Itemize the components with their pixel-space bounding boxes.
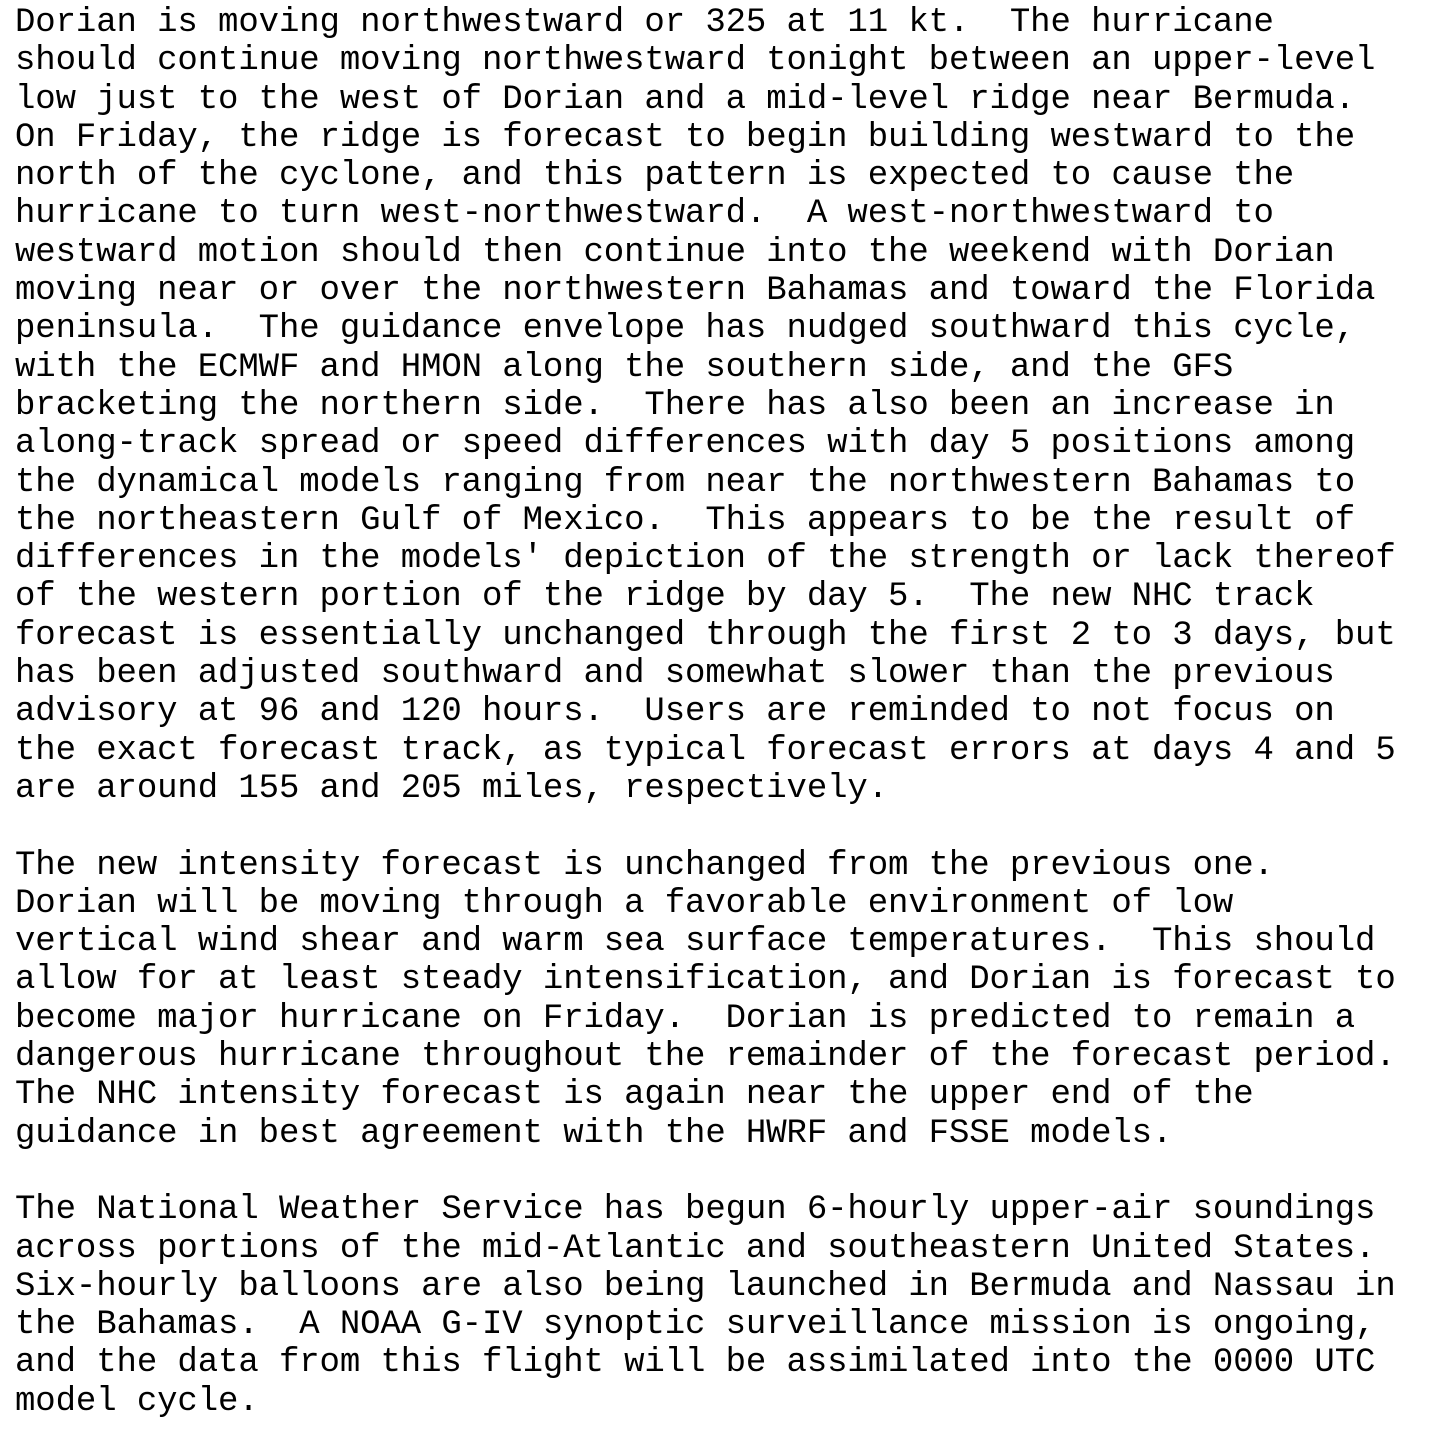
blank-line	[15, 808, 1440, 846]
text-line: model cycle.	[15, 1382, 259, 1421]
text-line: and the data from this flight will be assimilated into the 0000 UTC	[15, 1344, 1376, 1383]
text-line: allow for at least steady intensification, and Dorian is forecast to	[15, 961, 1396, 1000]
text-line: the dynamical models ranging from near the northwestern Bahamas to	[15, 463, 1356, 502]
text-line: vertical wind shear and warm sea surface temperatures. This should	[15, 923, 1376, 962]
text-line: forecast is essentially unchanged through the first 2 to 3 days, but	[15, 616, 1396, 655]
blank-line	[15, 1153, 1440, 1191]
text-line: westward motion should then continue into the weekend with Dorian	[15, 233, 1335, 272]
text-line: advisory at 96 and 120 hours. Users are reminded to not focus on	[15, 693, 1335, 732]
text-line: the Bahamas. A NOAA G-IV synoptic surveillance mission is ongoing,	[15, 1306, 1376, 1345]
text-line: dangerous hurricane throughout the remainder of the forecast period.	[15, 1038, 1396, 1077]
text-line: peninsula. The guidance envelope has nudged southward this cycle,	[15, 310, 1356, 349]
text-line: Dorian will be moving through a favorable environment of low	[15, 884, 1234, 923]
text-line: has been adjusted southward and somewhat slower than the previous	[15, 655, 1335, 694]
text-line: low just to the west of Dorian and a mid-level ridge near Bermuda.	[15, 80, 1356, 119]
text-line: along-track spread or speed differences with day 5 positions among	[15, 425, 1356, 464]
text-line: The National Weather Service has begun 6-hourly upper-air soundings	[15, 1191, 1376, 1230]
text-line: The new intensity forecast is unchanged from the previous one.	[15, 846, 1274, 885]
text-line: guidance in best agreement with the HWRF and FSSE models.	[15, 1114, 1173, 1153]
text-line: Six-hourly balloons are also being launched in Bermuda and Nassau in	[15, 1267, 1396, 1306]
text-line: Dorian is moving northwestward or 325 at 11 kt. The hurricane	[15, 4, 1274, 42]
text-line: are around 155 and 205 miles, respectively.	[15, 769, 889, 808]
text-line: across portions of the mid-Atlantic and southeastern United States.	[15, 1229, 1376, 1268]
text-line: On Friday, the ridge is forecast to begin building westward to the	[15, 118, 1356, 157]
text-line: north of the cyclone, and this pattern is expected to cause the	[15, 157, 1295, 196]
text-line: the exact forecast track, as typical forecast errors at days 4 and 5	[15, 731, 1396, 770]
text-line: moving near or over the northwestern Bahamas and toward the Florida	[15, 272, 1376, 311]
text-line: of the western portion of the ridge by day 5. The new NHC track	[15, 578, 1315, 617]
text-line: differences in the models' depiction of the strength or lack thereof	[15, 540, 1396, 579]
text-line: the northeastern Gulf of Mexico. This appears to be the result of	[15, 501, 1356, 540]
text-line: The NHC intensity forecast is again near the upper end of the	[15, 1076, 1254, 1115]
text-line: bracketing the northern side. There has also been an increase in	[15, 386, 1335, 425]
text-line: should continue moving northwestward tonight between an upper-level	[15, 42, 1376, 81]
text-line: with the ECMWF and HMON along the southern side, and the GFS	[15, 348, 1234, 387]
text-line: become major hurricane on Friday. Dorian is predicted to remain a	[15, 999, 1356, 1038]
text-line: hurricane to turn west-northwestward. A west-northwestward to	[15, 195, 1274, 234]
